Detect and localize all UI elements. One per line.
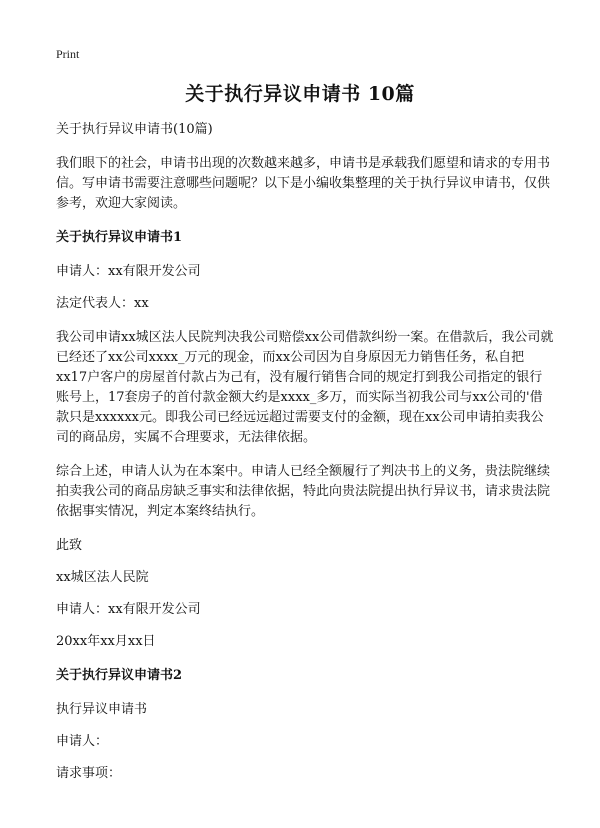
section-heading-1: 关于执行异议申请书1 [56,230,183,245]
print-label: Print [56,47,80,61]
salutation-line: 此致 [56,538,83,553]
case-paragraph: 我公司申请xx城区法人民院判决我公司赔偿xx公司借款纠纷一案。在借款后，我公司就已经还了xx公司xxxx_万元的现金，而xx公司因为自身原因无力销售任务，私自把xx17户客户的房屋首付款占为己有，没有履行销售合同的规定打到我公司指定的银行账号上，17套房子的首付款金额大约是xxxx_多万，而实际当初我公司与xx公司的'借款只是xxxxxx元。即我公司已经远远超过需要支付的金额，现在xx公司申请拍卖我公司的商品房，实属不合理要求，无法律依据。 [56,330,554,445]
conclusion-paragraph: 综合上述，申请人认为在本案中。申请人已经全额履行了判决书上的义务，贵法院继续拍卖我公司的商品房缺乏事实和法律依据，特此向贵法院提出执行异议书，请求贵法院依据事实情况，判定本案终结执行。 [56,464,551,519]
section-2-applicant-line: 申请人： [56,734,109,749]
applicant-line: 申请人：xx有限开发公司 [56,264,201,279]
intro-paragraph: 我们眼下的社会，申请书出现的次数越来越多，申请书是承载我们愿望和请求的专用书信。写申请书需要注意哪些问题呢？以下是小编收集整理的关于执行异议申请书，仅供参考，欢迎大家阅读。 [56,156,551,211]
document-body [56,120,555,798]
section-2-title-line: 执行异议申请书 [56,702,148,717]
date-line: 20xx年xx月xx日 [56,634,156,649]
request-items-line: 请求事项： [56,766,122,781]
legal-representative-line: 法定代表人：xx [56,296,149,311]
document-title: 关于执行异议申请书 10篇 [185,83,415,105]
court-name-line: xx城区法人民院 [56,570,149,585]
subtitle-line: 关于执行异议申请书(10篇) [56,122,213,137]
signature-applicant-line: 申请人：xx有限开发公司 [56,602,201,617]
section-heading-2: 关于执行异议申请书2 [56,668,183,683]
